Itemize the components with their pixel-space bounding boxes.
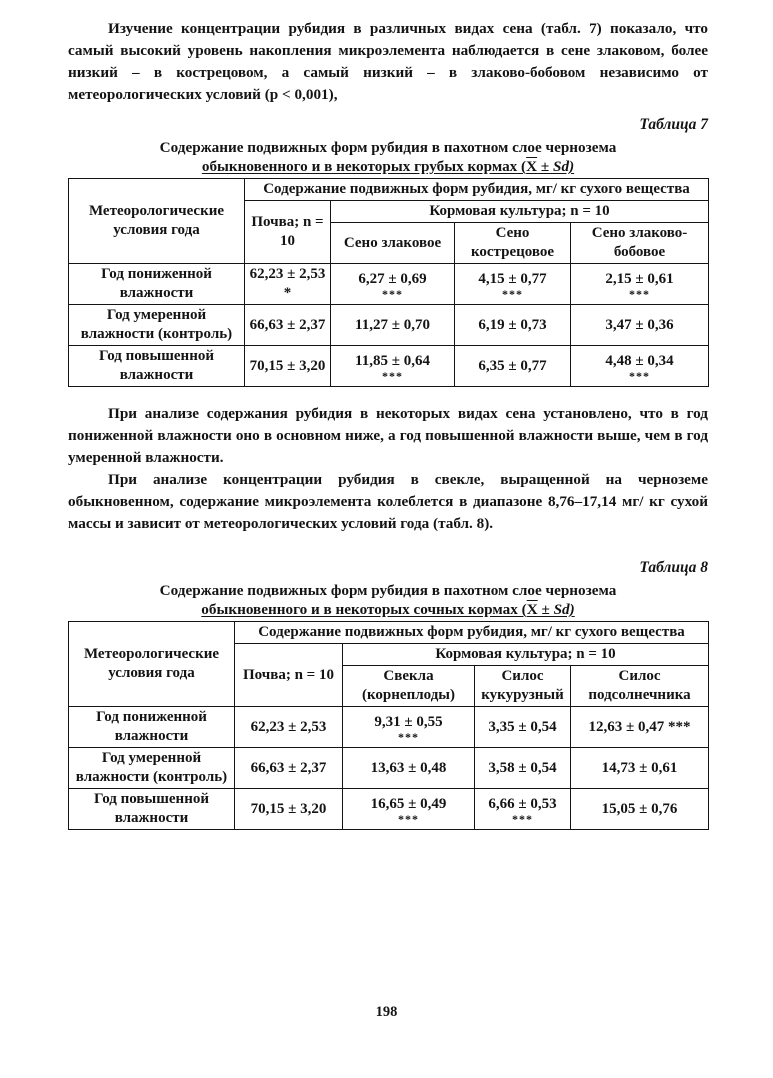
table8-header-col1: Свекла (корнеплоды) [343, 666, 475, 707]
significance: *** [512, 811, 533, 826]
table8-header-conditions: Метеорологические условия года [69, 622, 235, 707]
table8-row1-soil: 62,23 ± 2,53 [235, 707, 343, 748]
table8-header-col3: Силос подсолнечника [571, 666, 709, 707]
table8-row2-c3: 14,73 ± 0,61 [571, 748, 709, 789]
table7-caption-line2 [68, 157, 708, 176]
table8-row2-c2: 3,58 ± 0,54 [475, 748, 571, 789]
table7-row1-c3 [571, 264, 709, 305]
significance: *** [382, 368, 403, 383]
paragraph-2: При анализе содержания рубидия в некоторых видах сена установлено, что в год пониженной влажности оно в основном ниже, а год повышенной влажности выше, чем в год умеренной влажности. [68, 405, 708, 466]
significance: *** [398, 729, 419, 744]
table7-header-col2: Сено кострецовое [455, 223, 571, 264]
table-row [69, 748, 709, 789]
table8-caption-line2 [68, 600, 708, 619]
table7-row2-condition: Год умеренной влажности (контроль) [69, 305, 245, 346]
table7-row1-c1 [331, 264, 455, 305]
table7-header-soil: Почва; n = 10 [245, 201, 331, 264]
table7-header-conditions: Метеорологические условия года [69, 179, 245, 264]
page-number: 198 [375, 1004, 398, 1020]
value: 16,65 ± 0,49 [370, 795, 447, 812]
table7-row3-condition: Год повышенной влажности [69, 346, 245, 387]
table8-header-content: Содержание подвижных форм рубидия, мг/ кг сухого вещества [235, 622, 709, 644]
table8-caption-line1: Содержание подвижных форм рубидия в пахотном слое чернозема [159, 582, 617, 599]
table7-row1-c2 [455, 264, 571, 305]
table8-caption-text: обыкновенного и в некоторых сочных кормах ( [201, 601, 527, 618]
table7-row1-soil: 62,23 ± 2,53 * [245, 264, 331, 305]
table8-row3-c2 [475, 789, 571, 830]
table8-row1-c1 [343, 707, 475, 748]
table7-header-col1: Сено злаковое [331, 223, 455, 264]
table7-row3-c2: 6,35 ± 0,77 [455, 346, 571, 387]
table8-row3-condition: Год повышенной влажности [69, 789, 235, 830]
intro-paragraph: Изучение концентрации рубидия в различных видах сена (табл. 7) показало, что самый высокий уровень накопления микроэлемента наблюдается в сене злаковом, более низкий – в кострецовом, а самый низкий – в злаково-бобовом независимо от метеорологических условий (p < 0,001), [68, 20, 708, 103]
paragraph-3: При анализе концентрации рубидия в свекле, выращенной на черноземе обыкновенном, содержание микроэлемента колеблется в диапазоне 8,76–17,14 мг/ кг сухой массы и зависит от метеорологических условий года (табл. 8). [68, 471, 708, 532]
significance: *** [398, 811, 419, 826]
table8-header-soil: Почва; n = 10 [235, 644, 343, 707]
table7-row1-condition: Год пониженной влажности [69, 264, 245, 305]
table8-row2-condition: Год умеренной влажности (контроль) [69, 748, 235, 789]
table7-row2-soil: 66,63 ± 2,37 [245, 305, 331, 346]
table7-row3-c3 [571, 346, 709, 387]
table8-row3-c3: 15,05 ± 0,76 [571, 789, 709, 830]
table8-row1-condition: Год пониженной влажности [69, 707, 235, 748]
value: 9,31 ± 0,55 [374, 713, 443, 730]
table7-row2-c3: 3,47 ± 0,36 [571, 305, 709, 346]
significance: *** [382, 286, 403, 301]
table-row [69, 707, 709, 748]
table8-caption-sd: ± Sd) [537, 601, 575, 618]
table7-caption-xbar: X [526, 158, 538, 175]
table8-caption [68, 581, 708, 619]
table8-caption-xbar: X [526, 601, 538, 618]
table-row [69, 789, 709, 830]
table7-row3-c1 [331, 346, 455, 387]
table7-caption [68, 138, 708, 176]
table7-caption-text: обыкновенного и в некоторых грубых кормах ( [201, 158, 527, 175]
table8-row2-c1: 13,63 ± 0,48 [343, 748, 475, 789]
table7-header-crop: Кормовая культура; n = 10 [331, 201, 709, 223]
table8-row1-c3: 12,63 ± 0,47 *** [571, 707, 709, 748]
table-row [69, 264, 709, 305]
table7-row3-soil: 70,15 ± 3,20 [245, 346, 331, 387]
table8-row2-soil: 66,63 ± 2,37 [235, 748, 343, 789]
table7 [68, 178, 709, 387]
significance: *** [629, 368, 651, 383]
table7-caption-sd: ± Sd) [537, 158, 575, 175]
table8 [68, 621, 709, 830]
page [68, 18, 708, 830]
significance: *** [629, 286, 651, 301]
table8-header-crop: Кормовая культура; n = 10 [343, 644, 709, 666]
value: 2,15 ± 0,61 [605, 270, 674, 287]
value: 11,85 ± 0,64 [355, 352, 430, 369]
table8-row3-c1 [343, 789, 475, 830]
value: 6,27 ± 0,69 [358, 270, 427, 287]
table8-header-col2: Силос кукурузный [475, 666, 571, 707]
table7-row2-c1: 11,27 ± 0,70 [331, 305, 455, 346]
table7-row2-c2: 6,19 ± 0,73 [455, 305, 571, 346]
table8-row1-c2: 3,35 ± 0,54 [475, 707, 571, 748]
table8-label: Таблица 8 [639, 559, 708, 576]
value: 4,15 ± 0,77 [478, 270, 547, 287]
significance: *** [502, 286, 523, 301]
table7-header-content: Содержание подвижных форм рубидия, мг/ кг сухого вещества [245, 179, 709, 201]
value: 6,66 ± 0,53 [488, 795, 557, 812]
table-row [69, 346, 709, 387]
table7-label: Таблица 7 [639, 116, 708, 133]
table-row [69, 305, 709, 346]
table7-header-col3: Сено злаково-бобовое [571, 223, 709, 264]
table8-row3-soil: 70,15 ± 3,20 [235, 789, 343, 830]
table7-caption-line1: Содержание подвижных форм рубидия в пахотном слое чернозема [159, 139, 617, 156]
value: 4,48 ± 0,34 [605, 352, 674, 369]
